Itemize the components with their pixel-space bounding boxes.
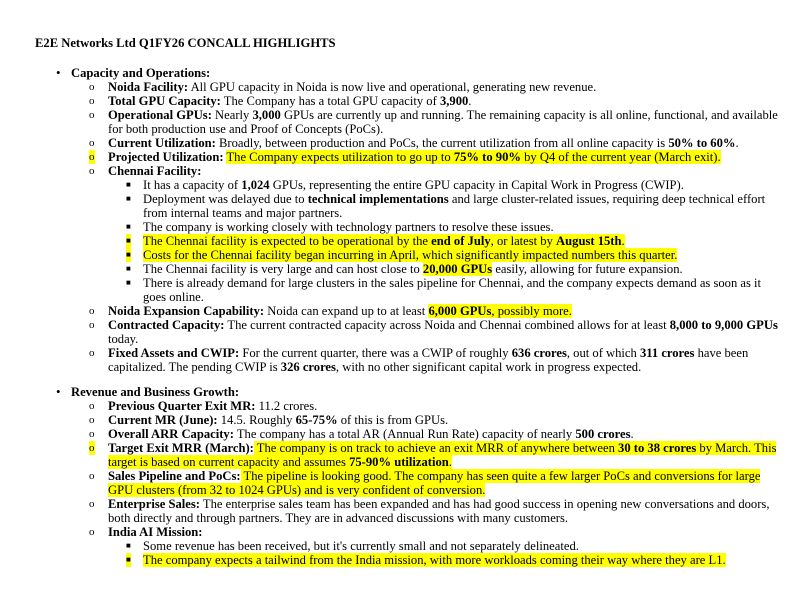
chennai-capacity: It has a capacity of 1,024 GPUs, representing the entire GPU capacity in Capital Work in Progress (CWIP). bbox=[143, 178, 684, 192]
chennai-operational-date: The Chennai facility is expected to be operational by the end of July, or latest by August 15th. bbox=[143, 234, 625, 248]
hollow-bullet-icon: o bbox=[89, 526, 95, 538]
hollow-bullet-icon: o bbox=[89, 428, 95, 440]
hollow-bullet-icon: o bbox=[89, 81, 95, 93]
hollow-bullet-icon: o bbox=[89, 165, 95, 177]
square-bullet-icon: ■ bbox=[126, 234, 131, 248]
chennai-delay-line2: from internal teams and major partners. bbox=[143, 206, 343, 220]
hollow-bullet-icon: o bbox=[89, 137, 95, 149]
bullet-icon: • bbox=[56, 65, 61, 80]
item-current-mr: Current MR (June): 14.5. Roughly 65-75% of this is from GPUs. bbox=[108, 413, 449, 427]
bullet-icon: • bbox=[56, 384, 61, 399]
item-india-ai-mission: India AI Mission: bbox=[108, 525, 203, 539]
item-fixed-assets-cwip-line2: capitalized. The pending CWIP is 326 crores, with no other significant capital work in progress expected. bbox=[108, 360, 642, 374]
item-operational-gpus: Operational GPUs: Nearly 3,000 GPUs are currently up and running. The remaining capacity is all online, functional, and available bbox=[108, 108, 778, 122]
square-bullet-icon: ■ bbox=[126, 264, 131, 273]
hollow-bullet-icon: o bbox=[89, 414, 95, 426]
chennai-partners: The company is working closely with technology partners to resolve these issues. bbox=[143, 220, 554, 234]
item-chennai-facility: Chennai Facility: bbox=[108, 164, 202, 178]
item-previous-quarter-mr: Previous Quarter Exit MR: 11.2 crores. bbox=[108, 399, 318, 413]
india-revenue: Some revenue has been received, but it's currently small and not separately delineated. bbox=[143, 539, 579, 553]
item-contracted-capacity: Contracted Capacity: The current contracted capacity across Noida and Chennai combined allows for at least 8,000 to 9,000 GPUs bbox=[108, 318, 778, 332]
chennai-costs: Costs for the Chennai facility began incurring in April, which significantly impacted numbers this quarter. bbox=[143, 248, 678, 262]
hollow-bullet-icon: o bbox=[89, 470, 95, 482]
hollow-bullet-icon: o bbox=[89, 305, 95, 317]
square-bullet-icon: ■ bbox=[126, 553, 131, 567]
hollow-bullet-icon: o bbox=[89, 95, 95, 107]
item-enterprise-sales-line2: both directly and through partners. They are in advanced discussions with many customers. bbox=[108, 511, 569, 525]
hollow-bullet-icon: o bbox=[89, 498, 95, 510]
square-bullet-icon: ■ bbox=[126, 541, 131, 550]
square-bullet-icon: ■ bbox=[126, 248, 131, 262]
hollow-bullet-icon: o bbox=[89, 109, 95, 121]
item-operational-gpus-line2: for both production use and Proof of Concepts (PoCs). bbox=[108, 122, 384, 136]
hollow-bullet-icon: o bbox=[89, 319, 95, 331]
item-projected-utilization: Projected Utilization: The Company expects utilization to go up to 75% to 90% by Q4 of the current year (March exit). bbox=[108, 150, 721, 164]
chennai-delay: Deployment was delayed due to technical implementations and large cluster-related issues, requiring deep technical effort bbox=[143, 192, 766, 206]
hollow-bullet-icon: o bbox=[89, 151, 95, 163]
section-heading-capacity: Capacity and Operations: bbox=[71, 66, 211, 80]
india-tailwind: The company expects a tailwind from the India mission, with more workloads coming their way where they are L1. bbox=[143, 553, 726, 567]
item-sales-pipeline-line2: GPU clusters (from 32 to 1024 GPUs) and is very confident of conversion. bbox=[108, 483, 486, 497]
hollow-bullet-icon: o bbox=[89, 400, 95, 412]
item-noida-facility: Noida Facility: All GPU capacity in Noida is now live and operational, generating new revenue. bbox=[108, 80, 597, 94]
item-target-exit-mrr: Target Exit MRR (March): The company is on track to achieve an exit MRR of anywhere between 30 to 38 crores by March. This bbox=[108, 441, 777, 455]
section-heading-revenue: Revenue and Business Growth: bbox=[71, 385, 240, 399]
item-enterprise-sales: Enterprise Sales: The enterprise sales team has been expanded and has had good success in opening new conversations and doors, bbox=[108, 497, 770, 511]
chennai-demand-line2: goes online. bbox=[143, 290, 204, 304]
square-bullet-icon: ■ bbox=[126, 278, 131, 287]
square-bullet-icon: ■ bbox=[126, 222, 131, 231]
item-sales-pipeline: Sales Pipeline and PoCs: The pipeline is looking good. The company has seen quite a few larger PoCs and conversions for large bbox=[108, 469, 761, 483]
item-noida-expansion: Noida Expansion Capability: Noida can expand up to at least 6,000 GPUs, possibly more. bbox=[108, 304, 572, 318]
document-title: E2E Networks Ltd Q1FY26 CONCALL HIGHLIGHTS bbox=[35, 36, 336, 50]
item-current-utilization: Current Utilization: Broadly, between production and PoCs, the current utilization from all online capacity is 50% to 60%. bbox=[108, 136, 739, 150]
item-overall-arr: Overall ARR Capacity: The company has a total AR (Annual Run Rate) capacity of nearly 500 crores. bbox=[108, 427, 634, 441]
item-fixed-assets-cwip: Fixed Assets and CWIP: For the current quarter, there was a CWIP of roughly 636 crores, out of which 311 crores have been bbox=[108, 346, 749, 360]
item-target-exit-mrr-line2: target is based on current capacity and assumes 75-90% utilization. bbox=[108, 455, 452, 469]
item-contracted-capacity-line2: today. bbox=[108, 332, 139, 346]
square-bullet-icon: ■ bbox=[126, 180, 131, 189]
square-bullet-icon: ■ bbox=[126, 194, 131, 203]
item-total-gpu: Total GPU Capacity: The Company has a total GPU capacity of 3,900. bbox=[108, 94, 472, 108]
hollow-bullet-icon: o bbox=[89, 442, 95, 454]
chennai-demand: There is already demand for large clusters in the sales pipeline for Chennai, and the company expects demand as soon as it bbox=[143, 276, 762, 290]
chennai-host-capacity: The Chennai facility is very large and can host close to 20,000 GPUs easily, allowing for future expansion. bbox=[143, 262, 683, 276]
hollow-bullet-icon: o bbox=[89, 347, 95, 359]
